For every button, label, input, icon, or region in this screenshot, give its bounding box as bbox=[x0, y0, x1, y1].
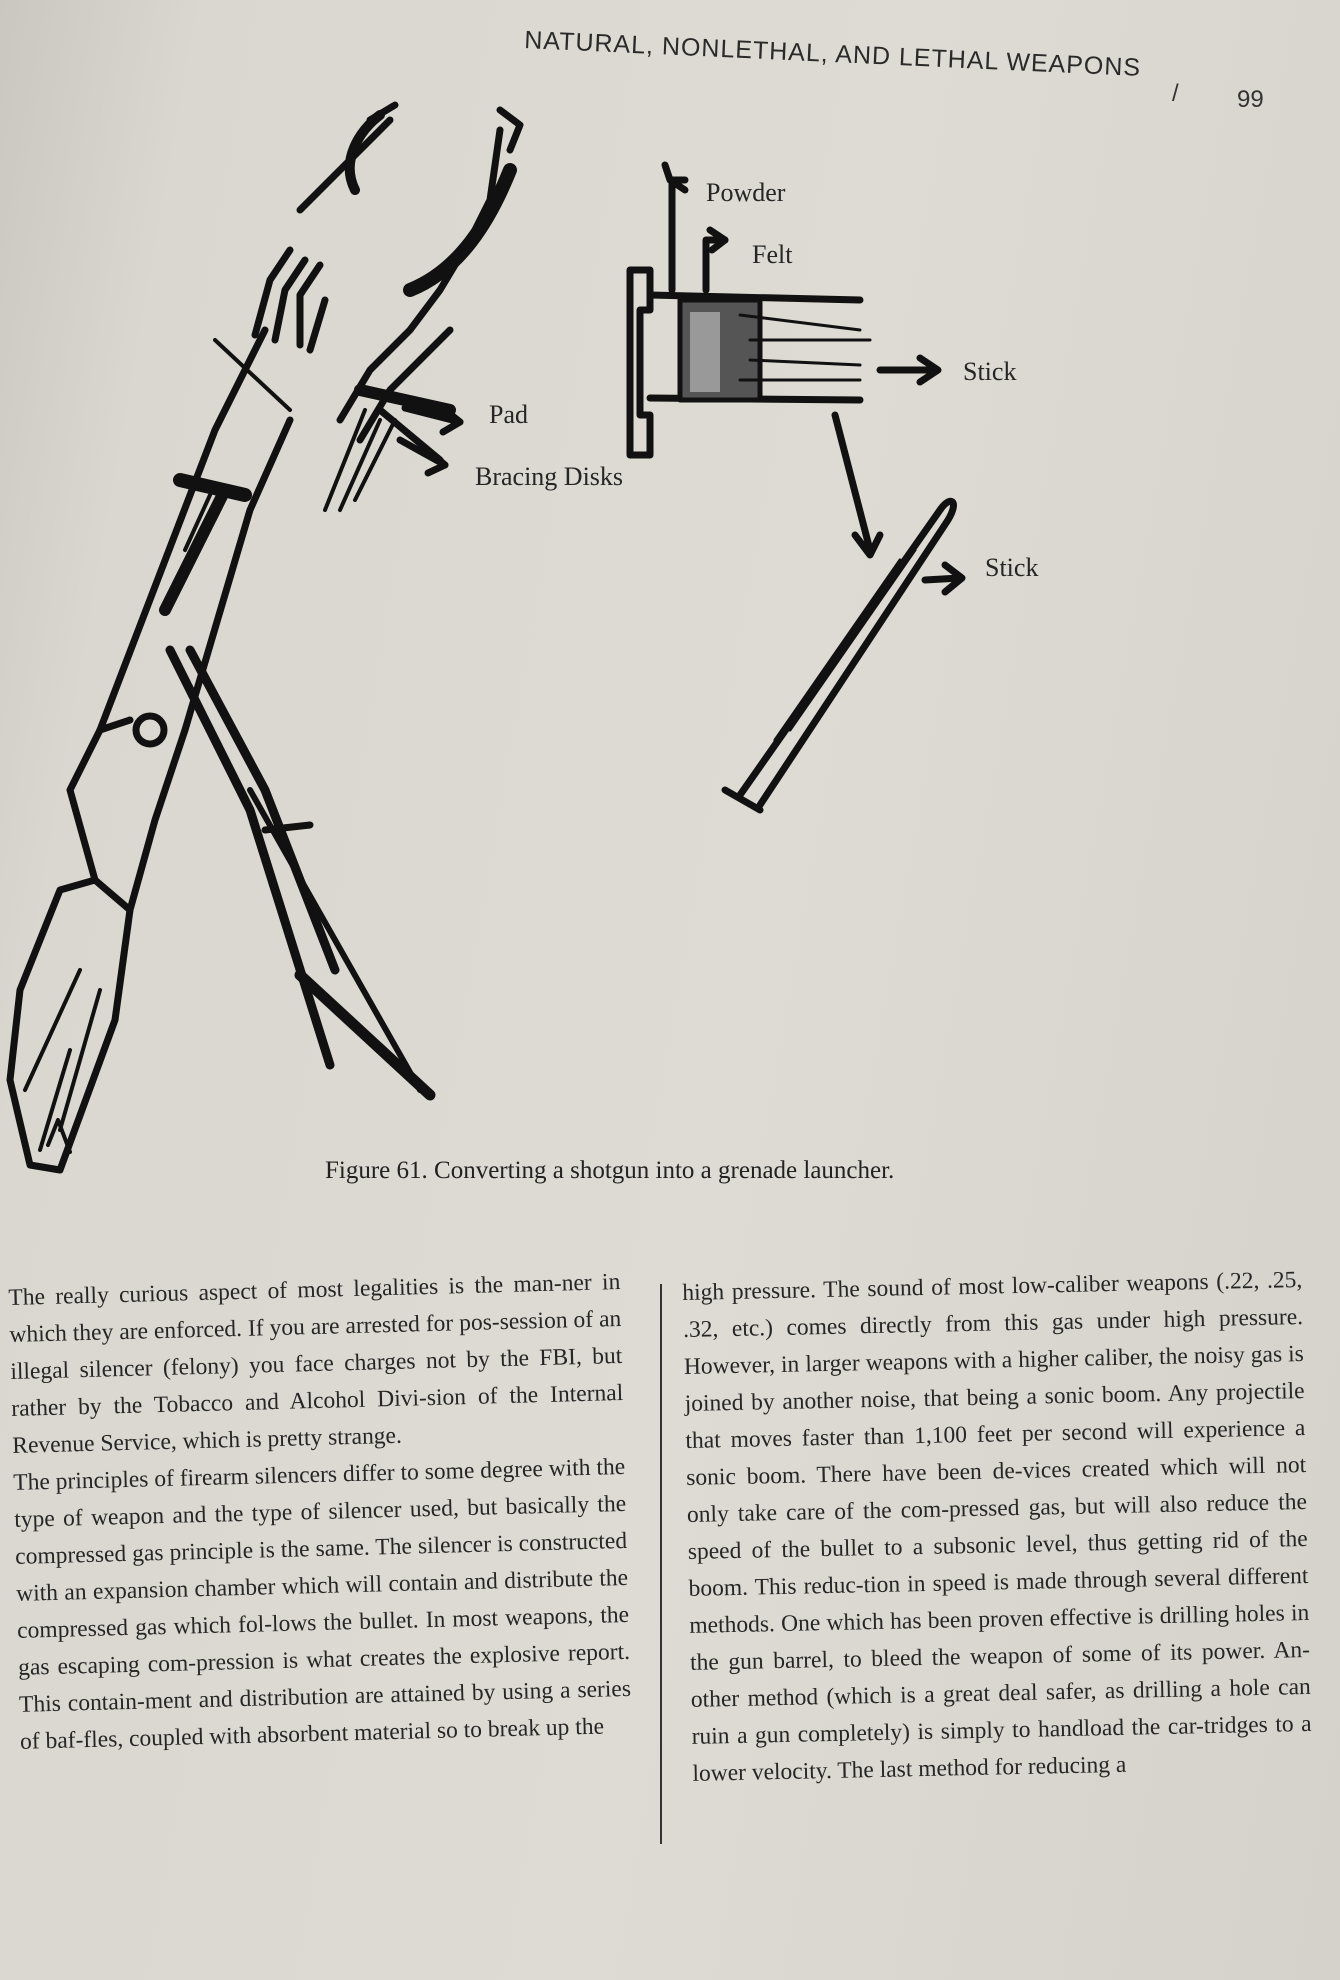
paragraph: The principles of firearm silencers differ to some degree with the type of weapon and the type of silencer used, but basically the compressed gas principle is the same. The silencer is constructed with an expansion chamber which will contain and distribute the compressed gas which fol-lows the bullet. In most weapons, the gas escaping com-pression is what creates the explosive report. This contain-ment and distribution are attained by using a series of baf-fles, coupled with absorbent material so to break up the bbox=[12, 1453, 632, 1755]
label-stick-bottom: Stick bbox=[985, 553, 1039, 582]
label-powder: Powder bbox=[706, 178, 786, 207]
header-separator: / bbox=[1172, 80, 1179, 107]
page-number: 99 bbox=[1237, 86, 1264, 113]
paragraph: high pressure. The sound of most low-caliber weapons (.22, .25, .32, etc.) comes directly from this gas under high pressure. However, in larger weapons with a higher caliber, the noisy gas is joined by another noise, that being a sonic boom. Any projectile that moves faster than 1,100 feet per second will experience a sonic boom. There have been de-vices created which will not only take care of the com-pressed gas, but will also reduce the speed of the bullet to a subsonic level, thus getting rid of the boom. This reduc-tion in speed is made through several different methods. One which has been proven effective is drilling holes in the gun barrel, to bleed the weapon of some of its power. An-other method (which is a great deal safer, as drilling a hole can ruin a gun completely) is simply to handload the car-tridges to a lower velocity. The last method for reducing a bbox=[682, 1267, 1312, 1787]
paragraph: The really curious aspect of most legalities is the man-ner in which they are enforced. If you are arrested for pos-session of an illegal silencer (felony) you face charges not by the FBI, but rather by the Tobacco and Alcohol Divi-sion of the Internal Revenue Service, which is pretty strange. bbox=[8, 1268, 624, 1459]
label-pad: Pad bbox=[489, 400, 528, 429]
left-column bbox=[8, 1264, 632, 1761]
label-felt: Felt bbox=[752, 240, 793, 269]
shotgun-grenade-launcher-illustration bbox=[0, 90, 1340, 1190]
right-column bbox=[682, 1262, 1313, 1793]
column-divider bbox=[660, 1284, 662, 1844]
label-bracing-disks: Bracing Disks bbox=[475, 462, 624, 491]
label-stick-top: Stick bbox=[963, 357, 1017, 386]
figure-caption: Figure 61. Converting a shotgun into a grenade launcher. bbox=[325, 1157, 895, 1184]
running-title: NATURAL, NONLETHAL, AND LETHAL WEAPONS bbox=[523, 26, 1142, 82]
figure-61 bbox=[0, 90, 1340, 1190]
